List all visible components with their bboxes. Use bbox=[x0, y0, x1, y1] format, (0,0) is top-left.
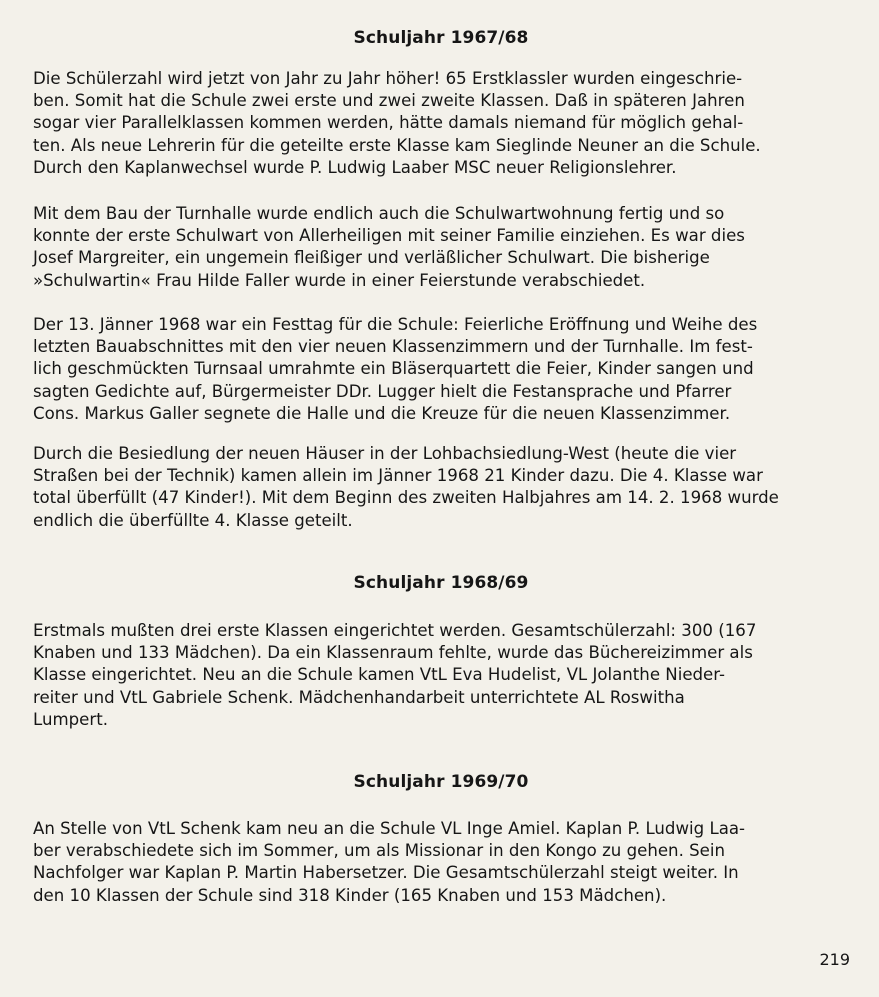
text-line: letzten Bauabschnittes mit den vier neuen Klassenzimmern und der Turnhalle. Im fest- bbox=[33, 337, 753, 357]
text-line: »Schulwartin« Frau Hilde Faller wurde in einer Feierstunde verabschiedet. bbox=[33, 270, 646, 290]
text-line: sagten Gedichte auf, Bürgermeister DDr. Lugger hielt die Festansprache und Pfarrer bbox=[33, 381, 732, 401]
text-line: Knaben und 133 Mädchen). Da ein Klassenraum fehlte, wurde das Büchereizimmer als bbox=[33, 643, 753, 663]
text-line: Lumpert. bbox=[33, 709, 108, 729]
text-line: konnte der erste Schulwart von Allerheiligen mit seiner Familie einziehen. Es war dies bbox=[33, 226, 745, 246]
text-line: Mit dem Bau der Turnhalle wurde endlich auch die Schulwartwohnung fertig und so bbox=[33, 204, 725, 223]
paragraph bbox=[33, 314, 849, 425]
text-line: Klasse eingerichtet. Neu an die Schule kamen VtL Eva Hudelist, VL Jolanthe Nieder- bbox=[33, 665, 726, 685]
text-line: Josef Margreiter, ein ungemein fleißiger und verläßlicher Schulwart. Die bisherige bbox=[33, 248, 710, 268]
text-line: Straßen bei der Technik) kamen allein im Jänner 1968 21 Kinder dazu. Die 4. Klasse war bbox=[33, 466, 763, 486]
section-heading: Schuljahr 1968/69 bbox=[353, 573, 529, 593]
text-line: Durch die Besiedlung der neuen Häuser in der Lohbachsiedlung-West (heute die vier bbox=[33, 444, 737, 463]
paragraph bbox=[33, 818, 849, 907]
section-heading: Schuljahr 1969/70 bbox=[353, 772, 529, 792]
text-line: lich geschmückten Turnsaal umrahmte ein Bläserquartett die Feier, Kinder sangen und bbox=[33, 359, 754, 379]
paragraph bbox=[33, 620, 849, 731]
text-line: total überfüllt (47 Kinder!). Mit dem Beginn des zweiten Halbjahres am 14. 2. 1968 wurde bbox=[33, 488, 779, 508]
text-line: Durch den Kaplanwechsel wurde P. Ludwig Laaber MSC neuer Religionslehrer. bbox=[33, 157, 677, 177]
text-line: Die Schülerzahl wird jetzt von Jahr zu Jahr höher! 65 Erstklassler wurden eingeschrie- bbox=[33, 69, 743, 88]
text-line: den 10 Klassen der Schule sind 318 Kinder (165 Knaben und 153 Mädchen). bbox=[33, 885, 667, 905]
text-line: Der 13. Jänner 1968 war ein Festtag für die Schule: Feierliche Eröffnung und Weihe des bbox=[33, 315, 758, 334]
text-line: An Stelle von VtL Schenk kam neu an die Schule VL Inge Amiel. Kaplan P. Ludwig Laa- bbox=[33, 819, 746, 838]
paragraph bbox=[33, 68, 849, 179]
section-heading: Schuljahr 1967/68 bbox=[353, 28, 529, 48]
text-line: ten. Als neue Lehrerin für die geteilte erste Klasse kam Sieglinde Neuner an die Schule. bbox=[33, 135, 761, 155]
text-line: Erstmals mußten drei erste Klassen eingerichtet werden. Gesamtschülerzahl: 300 (167 bbox=[33, 621, 757, 640]
text-line: sogar vier Parallelklassen kommen werden, hätte damals niemand für möglich gehal- bbox=[33, 113, 744, 133]
text-line: ben. Somit hat die Schule zwei erste und zwei zweite Klassen. Daß in späteren Jahren bbox=[33, 91, 745, 111]
paragraph bbox=[33, 443, 849, 532]
text-line: reiter und VtL Gabriele Schenk. Mädchenhandarbeit unterrichtete AL Roswitha bbox=[33, 687, 685, 707]
text-line: endlich die überfüllte 4. Klasse geteilt. bbox=[33, 510, 353, 530]
text-line: Cons. Markus Galler segnete die Halle und die Kreuze für die neuen Klassenzimmer. bbox=[33, 403, 731, 423]
paragraph bbox=[33, 203, 849, 292]
text-line: ber verabschiedete sich im Sommer, um als Missionar in den Kongo zu gehen. Sein bbox=[33, 841, 725, 861]
text-line: Nachfolger war Kaplan P. Martin Habersetzer. Die Gesamtschülerzahl steigt weiter. In bbox=[33, 863, 739, 883]
page-number: 219 bbox=[819, 950, 850, 969]
